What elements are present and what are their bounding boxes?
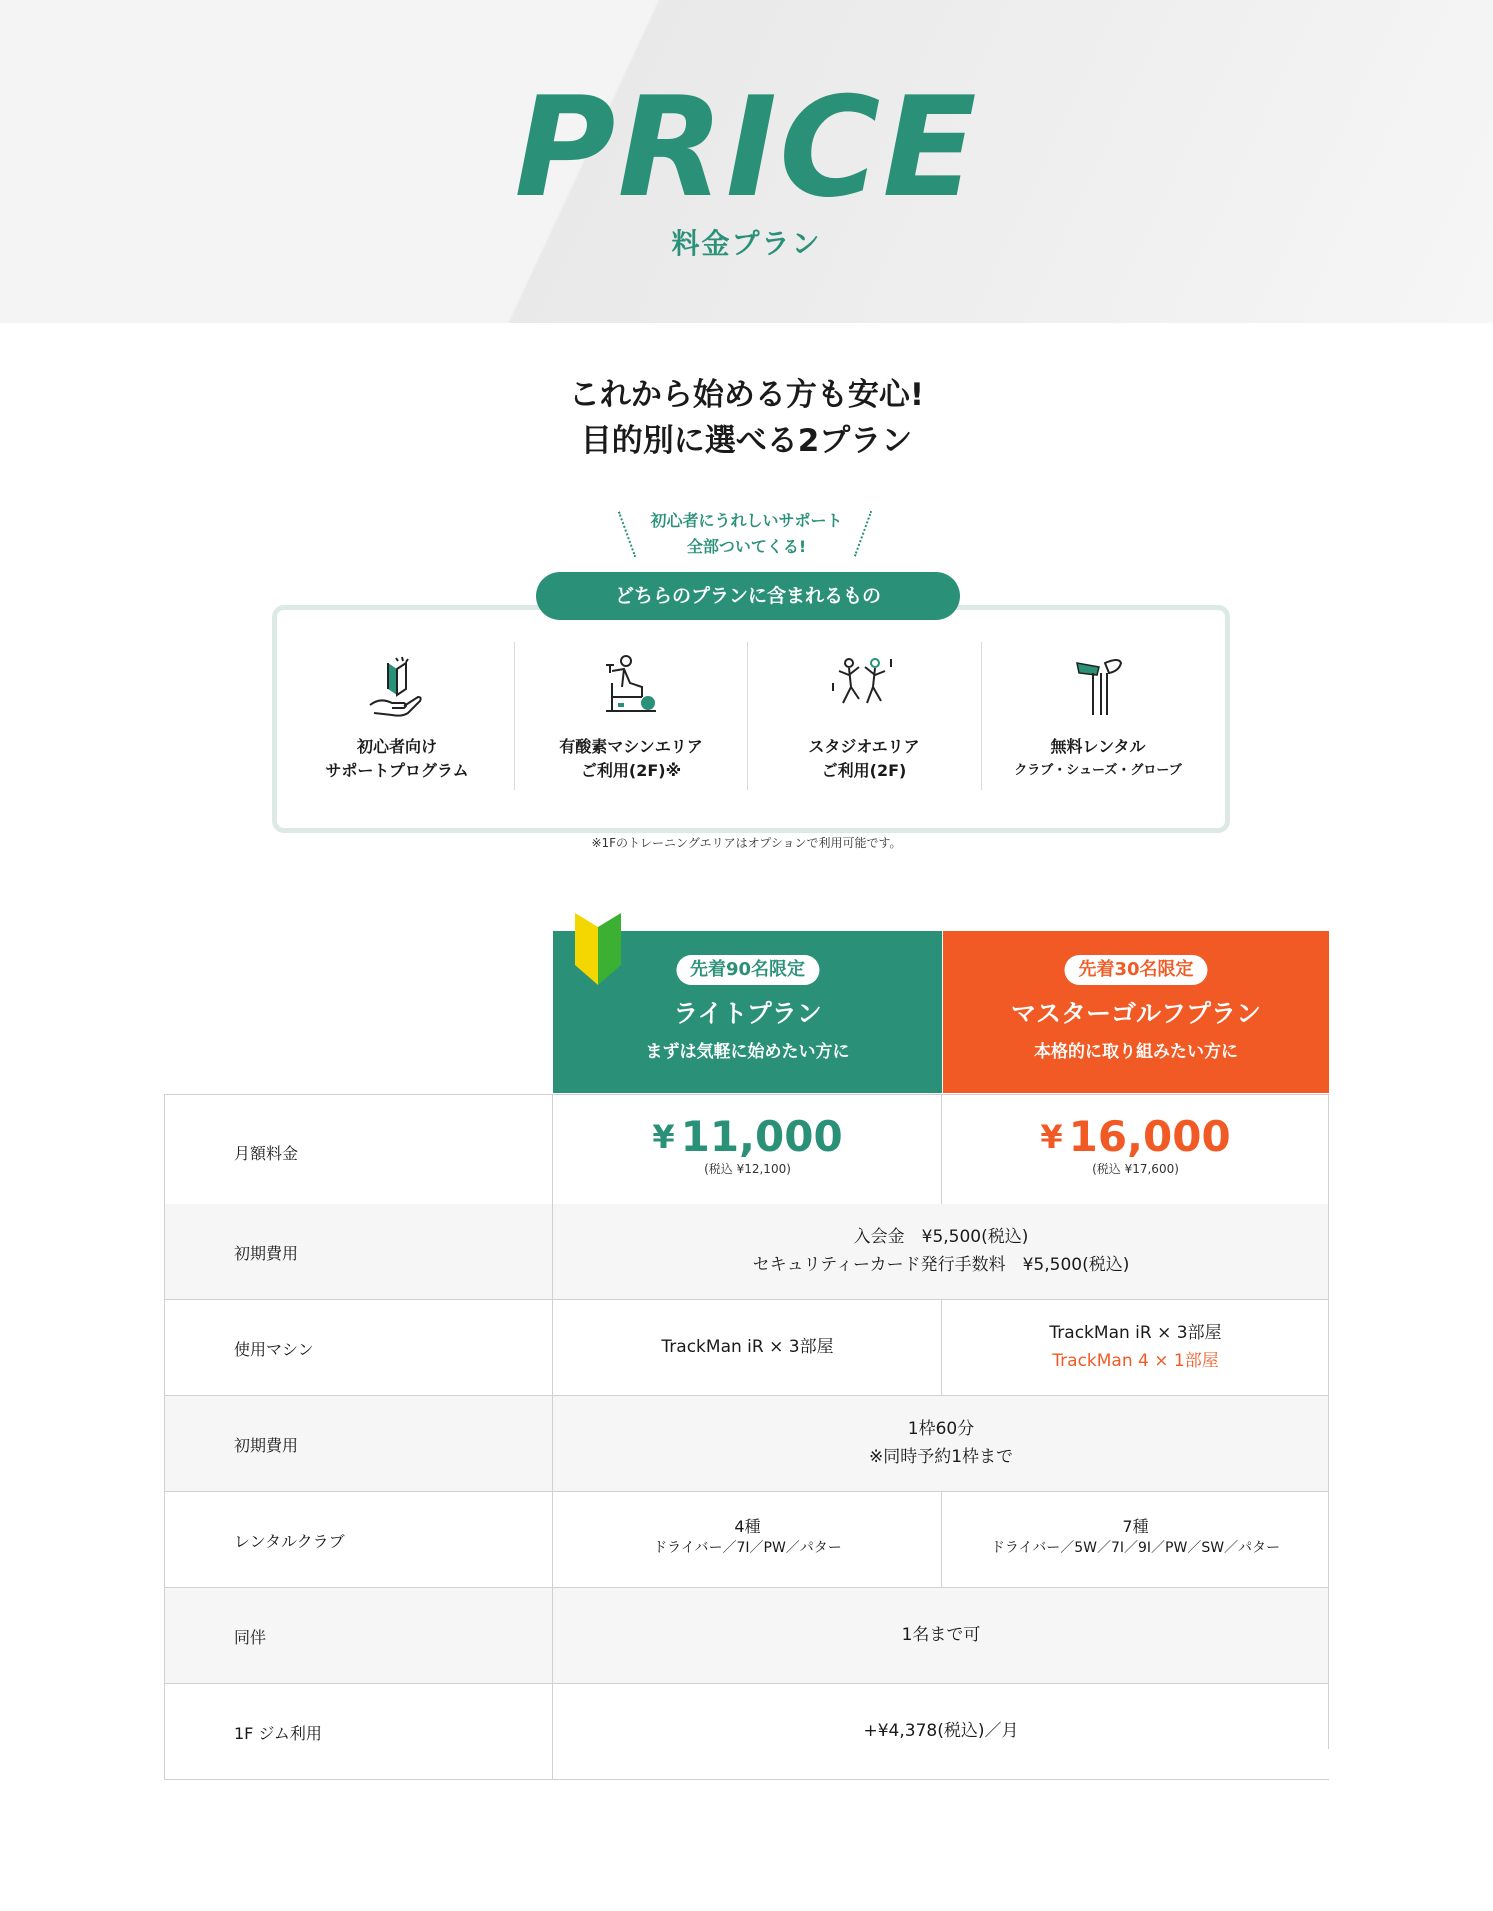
headline-line1: これから始める方も安心! xyxy=(568,377,925,413)
machine-lite: TrackMan iR × 3部屋 xyxy=(661,1337,834,1357)
price-tax: (税込 ¥12,100) xyxy=(704,1162,791,1176)
table-border-mid xyxy=(552,1094,553,1779)
table-row-gym xyxy=(164,1684,1329,1780)
price-lite xyxy=(553,1113,942,1177)
currency-symbol: ¥ xyxy=(1040,1118,1063,1156)
rental-lite xyxy=(553,1516,942,1558)
machine-master-line2: TrackMan 4 × 1部屋 xyxy=(1052,1351,1219,1371)
table-row-slot xyxy=(164,1396,1329,1492)
row-label: 初期費用 xyxy=(234,1436,299,1455)
feature-divider xyxy=(981,642,982,790)
row-label: 初期費用 xyxy=(234,1244,299,1263)
callout-text xyxy=(0,508,1493,560)
table-border-left xyxy=(164,1094,165,1779)
feature-divider xyxy=(514,642,515,790)
exercise-bike-icon xyxy=(596,653,666,723)
rental-master-list: ドライバー／5W／7I／9I／PW／SW／パター xyxy=(990,1540,1281,1556)
table-row-monthly xyxy=(164,1094,1329,1205)
headline xyxy=(0,372,1493,464)
plan-name: ライトプラン xyxy=(673,999,822,1028)
slot-line2: ※同時予約1枠まで xyxy=(868,1447,1014,1467)
gym-value: +¥4,378(税込)／月 xyxy=(863,1721,1019,1741)
golf-clubs-icon xyxy=(1063,653,1133,723)
slot-line1: 1枠60分 xyxy=(907,1419,975,1439)
companion-value: 1名まで可 xyxy=(901,1625,981,1645)
rental-lite-list: ドライバー／7I／PW／パター xyxy=(653,1540,842,1556)
feature-label: 初心者向け xyxy=(356,737,437,756)
machine-master-line1: TrackMan iR × 3部屋 xyxy=(1049,1323,1222,1343)
plan-desc: 本格的に取り組みたい方に xyxy=(1034,1042,1238,1062)
plan-desc: まずは気軽に始めたい方に xyxy=(645,1042,850,1062)
headline-line2: 目的別に選べる2プラン xyxy=(580,423,913,459)
feature-label: ご利用(2F) xyxy=(821,761,907,780)
book-in-hand-icon xyxy=(362,653,432,723)
price-master xyxy=(942,1113,1329,1177)
initial-fee-line2: セキュリティーカード発行手数料 ¥5,500(税込) xyxy=(752,1255,1130,1275)
feature-studio-area xyxy=(749,643,979,791)
machine-master xyxy=(942,1319,1329,1375)
feature-label: クラブ・シューズ・グローブ xyxy=(1014,763,1182,778)
table-row-rental xyxy=(164,1492,1329,1588)
price-value: 11,000 xyxy=(680,1112,843,1161)
dancing-people-icon xyxy=(804,653,924,723)
row-label: 使用マシン xyxy=(234,1340,314,1359)
feature-beginner-support xyxy=(282,643,512,791)
feature-label: 無料レンタル xyxy=(1050,737,1146,756)
callout-line2: 全部ついてくる! xyxy=(686,537,807,556)
feature-label: 有酸素マシンエリア xyxy=(559,737,703,756)
feature-aerobic-area xyxy=(516,643,746,791)
slot-value xyxy=(553,1415,1329,1471)
price-tax: (税込 ¥17,600) xyxy=(1092,1162,1179,1176)
feature-label: サポートプログラム xyxy=(325,761,469,780)
beginner-mark-icon xyxy=(573,913,623,985)
table-border-right xyxy=(1328,1094,1329,1749)
rental-lite-count: 4種 xyxy=(734,1517,761,1536)
plan-badge: 先着30名限定 xyxy=(1064,955,1207,985)
page-subtitle: 料金プラン xyxy=(671,227,822,260)
currency-symbol: ¥ xyxy=(652,1118,675,1156)
plan-header-master xyxy=(943,931,1329,1093)
included-title: どちらのプランに含まれるもの xyxy=(536,572,960,620)
plan-badge: 先着90名限定 xyxy=(676,955,819,985)
table-row-machine xyxy=(164,1300,1329,1396)
row-label: 1F ジム利用 xyxy=(234,1724,322,1743)
rental-master xyxy=(942,1516,1329,1558)
table-row-initial-fee xyxy=(164,1204,1329,1300)
initial-fee-line1: 入会金 ¥5,500(税込) xyxy=(853,1227,1029,1247)
page-title: PRICE xyxy=(514,67,979,228)
price-value: 16,000 xyxy=(1068,1112,1231,1161)
row-label: 月額料金 xyxy=(234,1144,299,1163)
feature-free-rental xyxy=(983,643,1213,791)
rental-master-count: 7種 xyxy=(1122,1517,1149,1536)
plan-name: マスターゴルフプラン xyxy=(1010,999,1261,1028)
row-label: 同伴 xyxy=(234,1628,267,1647)
feature-divider xyxy=(747,642,748,790)
hero-banner xyxy=(0,0,1493,323)
feature-label: ご利用(2F)※ xyxy=(580,761,682,780)
row-label: レンタルクラブ xyxy=(234,1532,345,1551)
feature-label: スタジオエリア xyxy=(808,737,920,756)
initial-fee-value xyxy=(553,1223,1329,1279)
table-row-companion xyxy=(164,1588,1329,1684)
included-note: ※1Fのトレーニングエリアはオプションで利用可能です。 xyxy=(591,836,902,850)
callout-line1: 初心者にうれしいサポート xyxy=(650,511,843,530)
